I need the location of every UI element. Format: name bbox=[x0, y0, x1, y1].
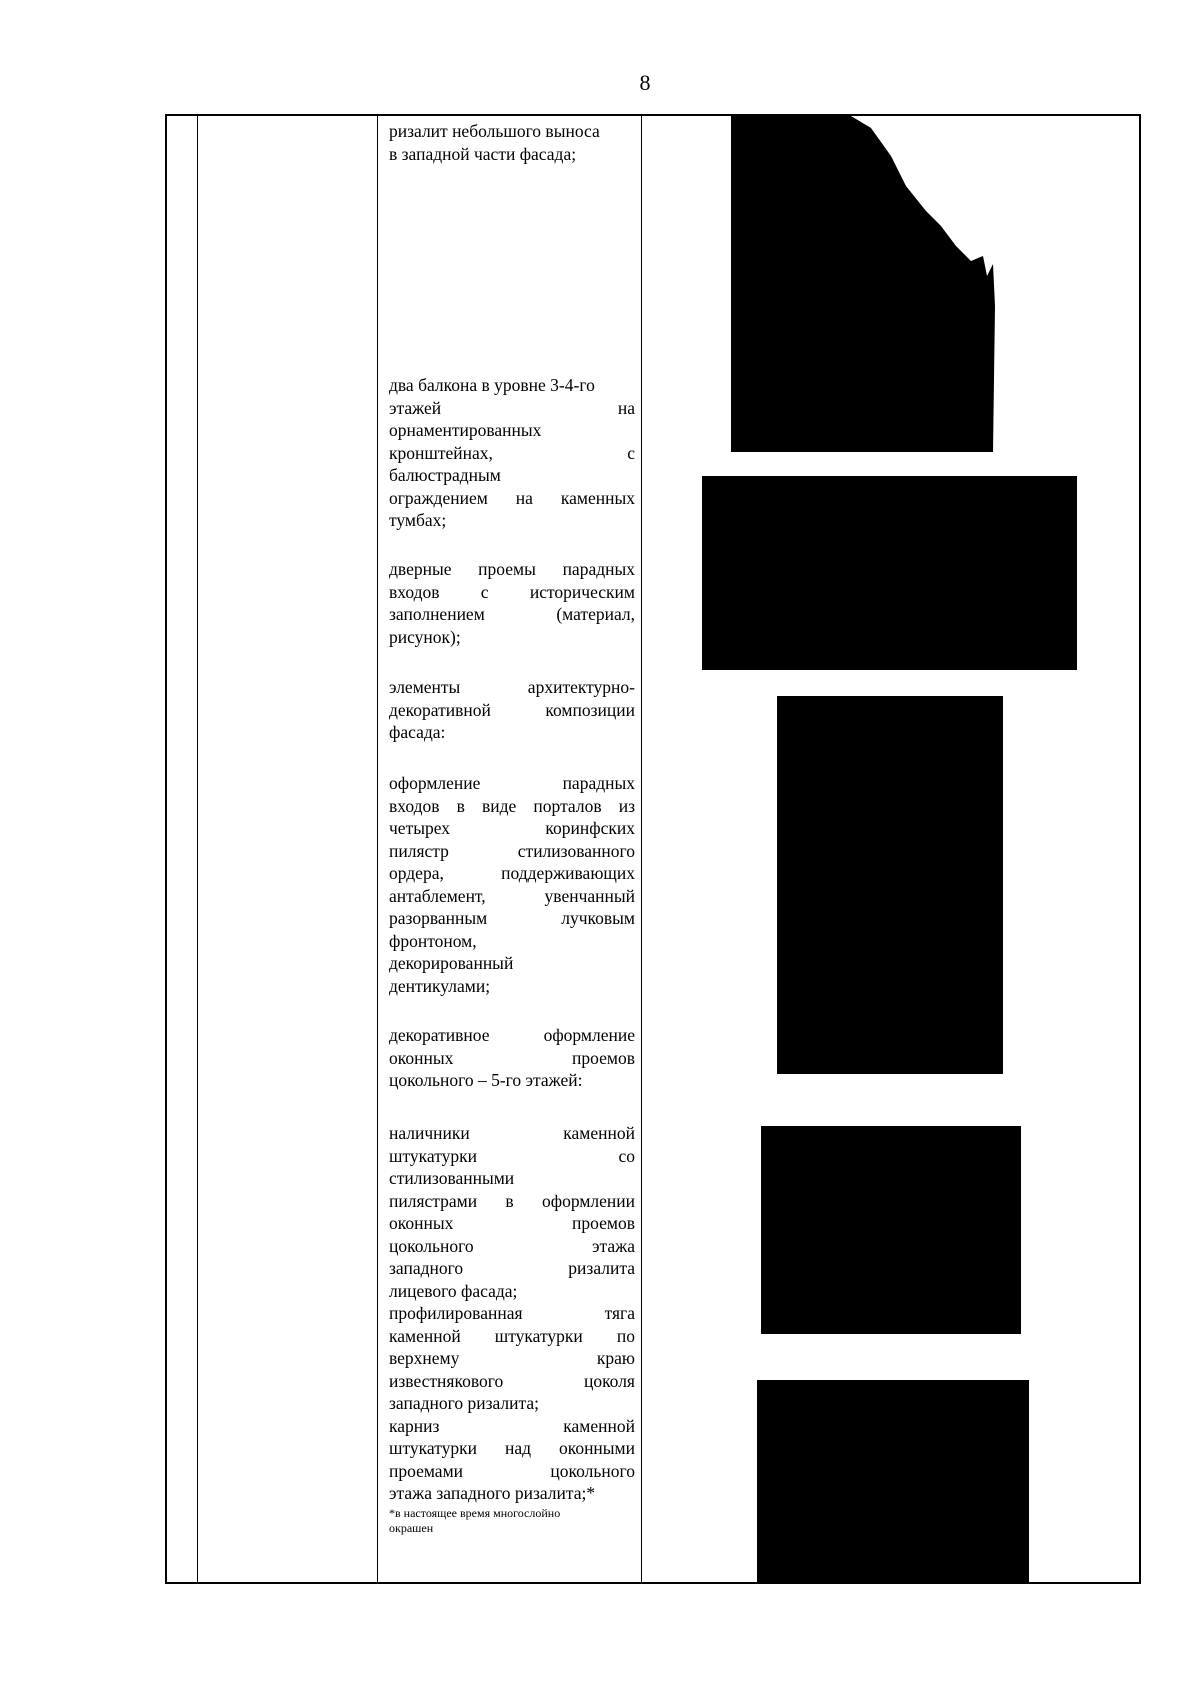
text-line: оконных проемов bbox=[389, 1213, 635, 1233]
text-window-surrounds bbox=[389, 1122, 635, 1505]
text-line: кронштейнах, с bbox=[389, 442, 635, 463]
text-line: штукатурки со bbox=[389, 1145, 635, 1166]
text-line: в западной части фасада; bbox=[389, 143, 577, 164]
text-balconies bbox=[389, 374, 635, 532]
text-line: декоративной композиции bbox=[389, 699, 635, 720]
text-west-risalit bbox=[389, 120, 635, 165]
text-line: карниз каменной bbox=[389, 1415, 635, 1436]
text-line: штукатурки над оконными bbox=[389, 1438, 635, 1458]
text-line: наличники каменной bbox=[389, 1123, 635, 1143]
text-line: тумбах; bbox=[389, 510, 447, 530]
footnote-line: *в настоящее время многослойно bbox=[389, 1506, 561, 1520]
text-line: орнаментированных bbox=[389, 420, 542, 440]
text-line: дентикулами; bbox=[389, 975, 491, 996]
text-line: ризалит небольшого выноса bbox=[389, 121, 600, 141]
column-divider bbox=[197, 116, 198, 1582]
photo-plinth-cornice bbox=[757, 1380, 1029, 1584]
photo-west-risalit bbox=[731, 116, 1051, 452]
text-line: цокольного этажа bbox=[389, 1235, 635, 1256]
text-line: пилястрами в оформлении bbox=[389, 1190, 635, 1211]
text-line: четырех коринфских bbox=[389, 818, 635, 838]
text-line: цокольного – 5-го этажей: bbox=[389, 1070, 583, 1090]
text-line: верхнему краю bbox=[389, 1348, 635, 1368]
text-line: профилированная тяга bbox=[389, 1303, 635, 1323]
text-line: заполнением (материал, bbox=[389, 604, 635, 624]
footnote-line: окрашен bbox=[389, 1521, 434, 1535]
text-doorways bbox=[389, 558, 635, 648]
text-line: фронтоном, bbox=[389, 930, 477, 951]
text-line: этажа западного ризалита;* bbox=[389, 1483, 596, 1503]
text-line: западного ризалита; bbox=[389, 1393, 540, 1413]
text-line: этажей на bbox=[389, 397, 635, 418]
text-line: рисунок); bbox=[389, 626, 461, 647]
column-divider bbox=[641, 116, 642, 1582]
text-line: ордера, поддерживающих bbox=[389, 863, 635, 883]
text-line: балюстрадным bbox=[389, 465, 501, 485]
photo-entrance-portal bbox=[777, 696, 1003, 1074]
text-window-decor bbox=[389, 1024, 635, 1092]
text-line: декоративное оформление bbox=[389, 1025, 635, 1045]
text-line: стилизованными bbox=[389, 1168, 515, 1188]
text-line: оформление парадных bbox=[389, 773, 635, 793]
text-line: фасада: bbox=[389, 722, 446, 742]
text-line: разорванным лучковым bbox=[389, 908, 635, 928]
text-line: западного ризалита bbox=[389, 1258, 635, 1278]
text-line: пилястр стилизованного bbox=[389, 840, 635, 861]
photo-balconies bbox=[702, 476, 1077, 670]
text-line: каменной штукатурки по bbox=[389, 1325, 635, 1346]
text-decor-elements bbox=[389, 676, 635, 744]
text-line: элементы архитектурно- bbox=[389, 677, 635, 697]
text-line: декорированный bbox=[389, 953, 514, 973]
column-divider bbox=[377, 116, 378, 1582]
text-line: два балкона в уровне 3-4-го bbox=[389, 375, 595, 395]
attribute-table bbox=[165, 114, 1141, 1584]
text-line: оконных проемов bbox=[389, 1047, 635, 1068]
text-line: дверные проемы парадных bbox=[389, 559, 635, 579]
footnote bbox=[389, 1506, 635, 1536]
text-line: ограждением на каменных bbox=[389, 487, 635, 508]
text-line: известнякового цоколя bbox=[389, 1370, 635, 1391]
text-line: лицевого фасада; bbox=[389, 1280, 518, 1301]
text-line: антаблемент, увенчанный bbox=[389, 885, 635, 906]
text-line: проемами цокольного bbox=[389, 1460, 635, 1481]
text-line: входов в виде порталов из bbox=[389, 795, 635, 816]
photo-window-surround bbox=[761, 1126, 1021, 1334]
page-number: 8 bbox=[639, 70, 651, 95]
text-portals bbox=[389, 772, 635, 997]
text-line: входов с историческим bbox=[389, 581, 635, 602]
